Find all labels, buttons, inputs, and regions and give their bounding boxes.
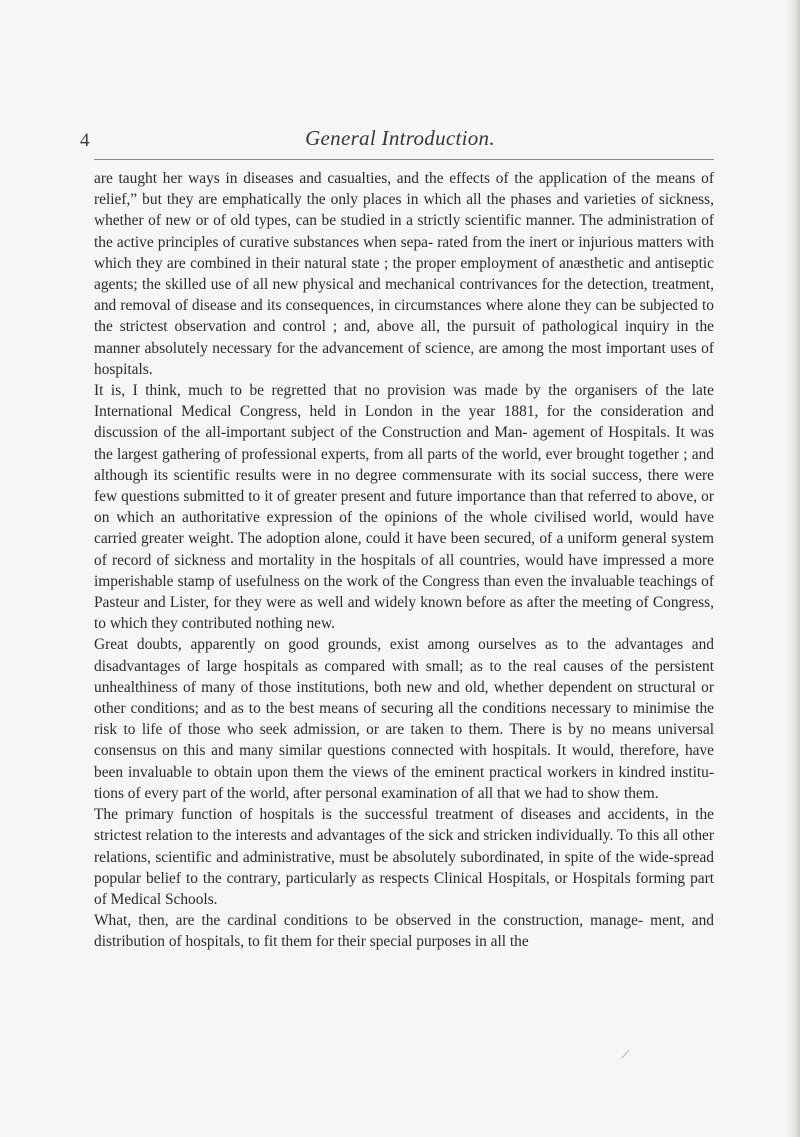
page-title: General Introduction. xyxy=(305,126,495,150)
paragraph-3: Great doubts, apparently on good grounds, exist among ourselves as to the advantages and disadvantages of large hospitals as compared with small; as to the real causes of the persistent unhealthiness of many of those institutions, both new and old, whether dependent on structural or other conditions; and as to the best means of securing all the conditions necessary to minimise the risk to life of those who seek admission, or are taken to them. There is by no means universal consensus on this and many similar questions connected with hospitals. It would, therefore, have been invaluable to obtain upon them the views of the eminent practical workers in kindred institu- tions of every part of the world, after personal examination of all that we had to show them. xyxy=(94,636,714,802)
pencil-mark-icon xyxy=(620,1048,632,1060)
page-edge-shadow xyxy=(786,0,800,1137)
header-divider xyxy=(94,159,714,160)
body-text xyxy=(94,168,714,953)
running-header xyxy=(80,126,720,158)
paragraph-4: The primary function of hospitals is the successful treatment of diseases and accidents, in the strictest relation to the interests and advantages of the sick and stricken individually. To this all other relations, scientific and administrative, must be absolutely subordinated, in spite of the wide-spread popular belief to the contrary, particularly as respects Clinical Hospitals, or Hospitals forming part of Medical Schools. xyxy=(94,806,714,908)
page-number: 4 xyxy=(80,130,90,151)
paragraph-2: It is, I think, much to be regretted that no provision was made by the organisers of the late International Medical Congress, held in London in the year 1881, for the consideration and discussion of the all-important subject of the Construction and Man- agement of Hospitals. It was the largest gathering of professional experts, from all parts of the world, ever brought together ; and although its scientific results were in no degree commensurate with its social success, there were few questions submitted to it of greater present and future importance than that referred to above, or on which an authoritative expression of the opinions of the whole civilised world, would have carried greater weight. The adoption alone, could it have been secured, of a uniform general system of record of sickness and mortality in the hospitals of all countries, would have impressed a more imperishable stamp of usefulness on the work of the Congress than even the invaluable teachings of Pasteur and Lister, for they were as well and widely known before as after the meeting of Congress, to which they contributed nothing new. xyxy=(94,382,714,633)
paragraph-1: are taught her ways in diseases and casualties, and the effects of the application of the means of relief,” but they are emphatically the only places in which all the phases and varieties of sickness, whether of new or of old types, can be studied in a strictly scientific manner. The administration of the active principles of curative substances when sepa- rated from the inert or injurious matters with which they are combined in their natural state ; the proper employment of anæsthetic and antiseptic agents; the skilled use of all new physical and mechanical contrivances for the detection, treatment, and removal of disease and its consequences, in circumstances where alone they can be subjected to the strictest observation and control ; and, above all, the pursuit of pathological inquiry in the manner absolutely necessary for the advancement of science, are among the most important uses of hospitals. xyxy=(94,170,714,378)
paragraph-5: What, then, are the cardinal conditions to be observed in the construction, manage- ment, and distribution of hospitals, to fit them for their special purposes in all the xyxy=(94,912,714,951)
